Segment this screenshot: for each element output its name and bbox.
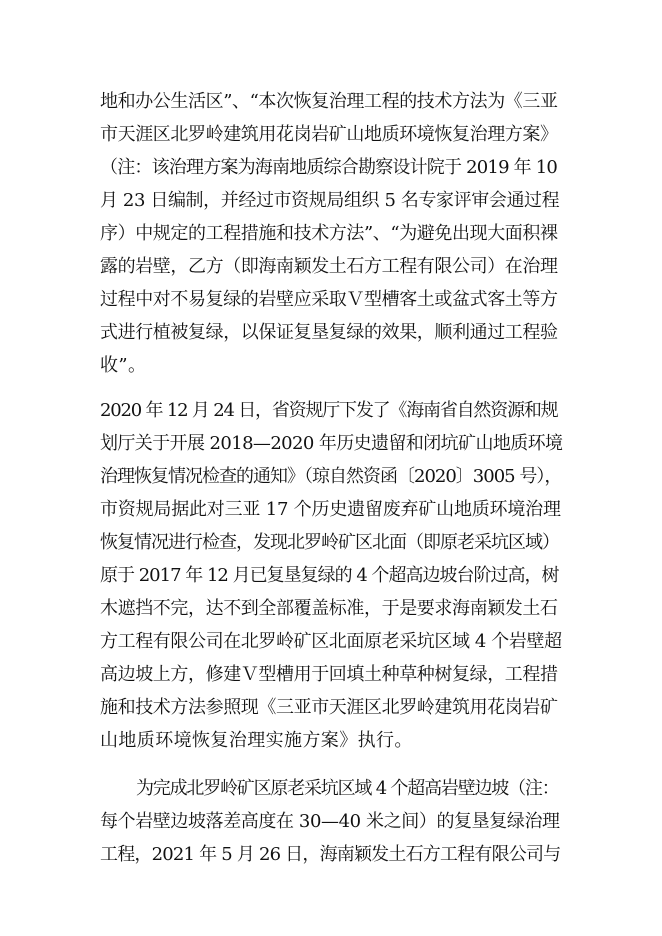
text-line: 高边坡上方，修建Ｖ型槽用于回填土种草种树复绿，工程措 — [100, 664, 558, 685]
text-line: 地和办公生活区”、“本次恢复治理工程的技术方法为《三亚 — [100, 91, 558, 112]
text-line: 每个岩壁边坡落差高度在 30—40 米之间）的复垦复绿治理 — [100, 811, 560, 832]
text-line: 治理恢复情况检查的通知》（琼自然资函〔2020〕3005 号）， — [100, 466, 562, 487]
text-line: 为完成北罗岭矿区原老采坑区域 4 个超高岩壁边坡（注： — [136, 778, 559, 799]
text-line: 市天涯区北罗岭建筑用花岗岩矿山地质环境恢复治理方案》 — [100, 124, 558, 145]
text-line: 划厅关于开展 2018—2020 年历史遗留和闭坑矿山地质环境 — [100, 433, 563, 454]
text-line: 原于 2017 年 12 月已复垦复绿的 4 个超高边坡台阶过高，树 — [100, 565, 559, 586]
text-line: 月 23 日编制，并经过市资规局组织 5 名专家评审会通过程 — [100, 190, 560, 211]
text-line: 木遮挡不完，达不到全部覆盖标准，于是要求海南颖发土石 — [100, 598, 558, 619]
text-line: （注：该治理方案为海南地质综合勘察设计院于 2019 年 10 — [100, 157, 558, 178]
text-line: 过程中对不易复绿的岩壁应采取Ｖ型槽客土或盆式客土等方 — [100, 289, 558, 310]
text-line: 式进行植被复绿，以保证复垦复绿的效果，顺利通过工程验 — [100, 322, 558, 343]
text-line: 序）中规定的工程措施和技术方法”、“为避免出现大面积裸 — [100, 223, 558, 244]
text-line: 市资规局据此对三亚 17 个历史遗留废弃矿山地质环境治理 — [100, 499, 561, 520]
text-line: 收”。 — [100, 355, 147, 376]
text-line: 工程，2021 年 5 月 26 日，海南颖发土石方工程有限公司与 — [100, 844, 561, 865]
text-line: 施和技术方法参照现《三亚市天涯区北罗岭建筑用花岗岩矿 — [100, 697, 558, 718]
text-line: 山地质环境恢复治理实施方案》执行。 — [100, 730, 413, 751]
text-line: 恢复情况进行检查，发现北罗岭矿区北面（即原老采坑区域） — [100, 532, 559, 553]
text-line: 2020 年 12 月 24 日，省资规厅下发了《海南省自然资源和规 — [100, 400, 558, 421]
text-line: 露的岩壁，乙方（即海南颖发土石方工程有限公司）在治理 — [100, 256, 558, 277]
text-line: 方工程有限公司在北罗岭矿区北面原老采坑区域 4 个岩壁超 — [100, 631, 562, 652]
